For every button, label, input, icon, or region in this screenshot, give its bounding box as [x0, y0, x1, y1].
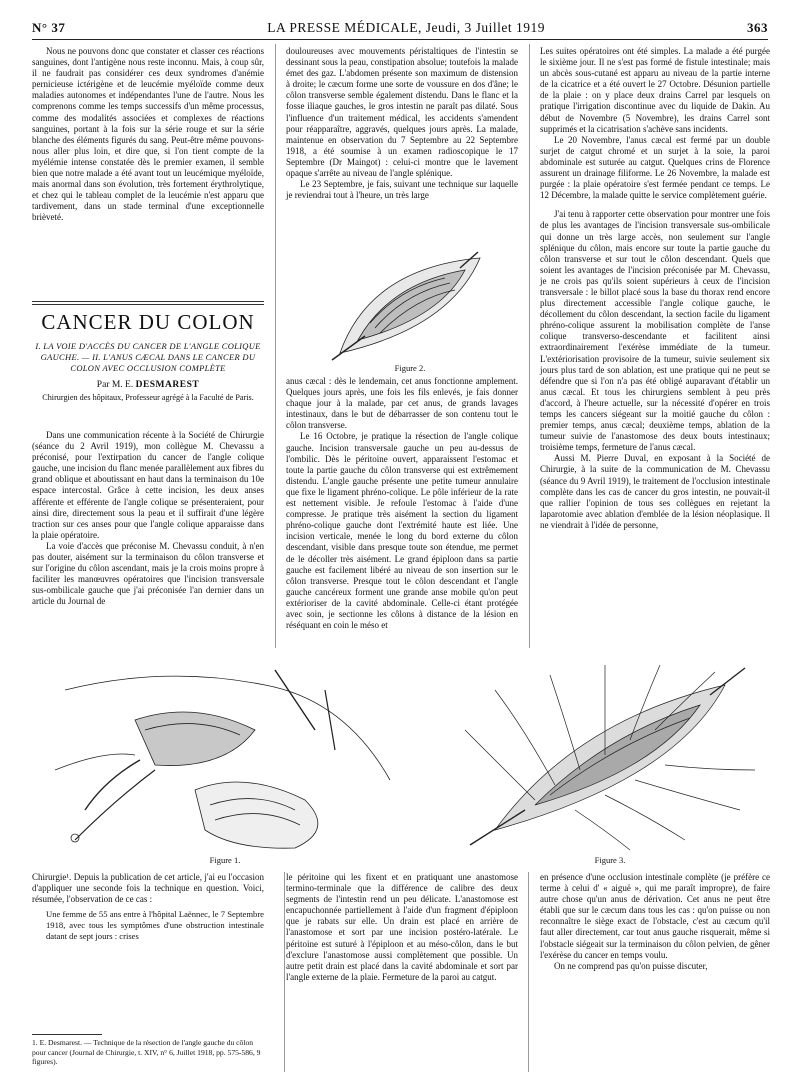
paragraph: Aussi M. Pierre Duval, en exposant à la Société de Chirurgie, à la suite de la communication de M. Chevassu (séance du 9 Avril 1919), le traitement de l'occlusion intestinale complète dans les cas de cancer du gros intestin, ne pouvait-il que rallier l'opinion de tous ses collègues en rejetant la laparotomie avec ablation d'emblée de la lésion néoplasique. Il ne viendrait à l'idée de personne,: [540, 453, 770, 530]
paragraph: douloureuses avec mouvements péristaltiques de l'intestin se dessinant sous la peau, constipation absolue; toutefois la malade émet des gaz. L'abdomen présente son maximum de distension à droite; le cæcum forme une sorte de voussure en dos d'âne; le côlon transverse semble également distendu. Dans le flanc et la fosse iliaque gauches, le gros intestin ne paraît pas dilaté. Sous l'influence d'un traitement médical, les accidents s'amendent pour réapparaître, aggravés, quelques jours après. La malade, maintenue en observation du 7 Septembre au 22 Septembre 1918, a été soumise à un examen radioscopique le 17 Septembre (Dr Maingot) : celui-ci montre que le lavement opaque s'arrête au niveau de l'angle splénique.: [286, 46, 518, 179]
article-separator: [32, 301, 264, 302]
paragraph: J'ai tenu à rapporter cette observation pour montrer une fois de plus les avantages de l'incision transversale sus-ombilicale qui donne un très large accès, non seulement sur l'angle splénique du côlon, mais encore sur toute la partie gauche du côlon transverse et sur tout le côlon descendant. Quels que soient les avantages de l'incision préconisée par M. Chevassu, je ne crois pas qu'ils soient supérieurs à ceux de l'incision transversale : le billot placé sous la base du thorax rend encore plus directement accessible l'angle colique gauche, le décollement du côlon descendant, la section facile du ligament phréno-colique assurent la mobilisation complète de l'anse colique transverso-descendante et facilitent ainsi extraordinairement l'exérèse immédiate de la tumeur. L'extériorisation provisoire de la tumeur, suivie seulement six jours plus tard de son ablation, est une pratique qui ne peut se défendre que si l'on n'a pas été obligé auparavant d'établir un anus cæcal. Et tous les chirurgiens semblent à peu près d'accord, à l'heure actuelle, sur la nécessité d'opérer en trois temps les cancers siégeant sur la moitié gauche du côlon : premier temps, anus cæcal; deuxième temps, ablation de la tumeur suivie de l'anastomose des deux bouts intestinaux; troisième temps, fermeture de l'anus cæcal.: [540, 209, 770, 453]
column-divider: [529, 44, 530, 648]
column-1-body: [32, 430, 264, 608]
paragraph: en présence d'une occlusion intestinale complète (je préfère ce terme à celui d' « aiguë », qui me paraît impropre), de faire autre chose qu'un anus de dérivation. Cet anus ne peut être établi que sur le cæcum dans tous les cas : qu'on puisse ou non reconnaître le siège exact de l'obstacle, c'est au cæcum qu'il faut aller directement, car tout anus gauche risquerait, même si l'obstacle siégeait sur la terminaison du côlon pelvien, de gêner l'exérèse du cancer en temps voulu.: [540, 872, 770, 960]
figure-1-caption: Figure 1.: [209, 855, 241, 865]
article-heading: [32, 310, 264, 403]
figure-2-caption: Figure 2.: [394, 363, 426, 373]
column-divider: [284, 872, 285, 1072]
paragraph: Les suites opératoires ont été simples. La malade a été purgée le sixième jour. Il ne s'est pas formé de fistule intestinale; mais un abcès sous-cutané est apparu au niveau de la partie interne de la cicatrice et a été ouvert le 27 Octobre. Désunion partielle de la plaie : on y place deux drains Carrel par lesquels on pratique l'irrigation discontinue avec du liquide de Dakin. Au début de Novembre (5 Novembre), les drains Carrel sont supprimés et la cicatrisation s'achève sans incidents.: [540, 46, 770, 134]
paragraph: On ne comprend pas qu'on puisse discuter,: [554, 960, 708, 971]
paragraph: anus cæcal : dès le lendemain, cet anus fonctionne amplement. Quelques jours après, une fois les fils enlevés, je fais donner chaque jour à la malade, par cet anus, de grands lavages intestinaux, dans le but de débarrasser de son contenu tout le côlon transverse.: [286, 376, 518, 431]
paragraph: La voie d'accès que préconise M. Chevassu conduit, à n'en pas douter, aisément sur la terminaison du côlon transverse et sur l'origine du côlon ascendant, mais je la crois moins propre à faciliter les manœuvres opératoires que l'incision transversale sus-ombilicale gauche que j'ai préconisée l'an dernier dans un article du Journal de: [32, 540, 264, 607]
column-1-bottom: [32, 872, 264, 943]
author-affiliation: Chirurgien des hôpitaux, Professeur agrégé à la Faculté de Paris.: [42, 393, 254, 402]
paragraph: Le 23 Septembre, je fais, suivant une technique sur laquelle je reviendrai tout à l'heure, un très large: [286, 179, 518, 201]
column-divider: [528, 872, 529, 1072]
figure-3-caption: Figure 3.: [594, 855, 626, 865]
issue-number: N° 37: [32, 20, 66, 35]
footnote-text: 1. E. Desmarest. — Technique de la résection de l'angle gauche du côlon pour cancer (Journal de Chirurgie, t. XIV, n° 6, Juillet 1918, pp. 575-586, 9 figures).: [32, 1038, 261, 1066]
column-3-body: [540, 46, 770, 531]
paragraph: le péritoine qui les fixent et en pratiquant une anastomose termino-terminale que la différence de calibre des deux segments de l'intestin rend un peu délicate. L'anastomose est encapuchonnée partiellement à l'aide d'un fragment d'épiploon que je rabats sur elle. Un drain est placé en arrière de l'anastomose et sort par une incision postéro-latérale. Le péritoine est suturé à l'épiploon et au méso-côlon, dans le but d'exclure l'anastomose aussi complètement que possible. Un autre petit drain est placé dans la cavité abdominale et sort par l'angle externe de la plaie. Fermeture de la paroi au catgut.: [286, 872, 518, 982]
figure-1-illustration: [45, 660, 405, 852]
paragraph: Dans une communication récente à la Société de Chirurgie (séance du 2 Avril 1919), mon collègue M. Chevassu a préconisé, pour l'extirpation du cancer de l'angle colique gauche, une incision du flanc menée parallèlement aux fibres du grand oblique et aboutissant en haut dans la terminaison du 10e espace intercostal. Grâce à cette incision, les deux anses afférente et efférente de l'angle colique se présenteraient, pour ainsi dire, directement sous la peau et il suffirait d'une légère traction sur ces anses pour que l'angle colique apparaisse dans la plaie opératoire.: [32, 430, 264, 540]
column-2-body: [286, 376, 518, 631]
column-3-bottom: [540, 872, 770, 972]
article-subtitle: I. LA VOIE D'ACCÈS DU CANCER DE L'ANGLE COLIQUE GAUCHE. — II. L'ANUS CÆCAL DANS LE CANCER DU COLON AVEC OCCLUSION COMPLÈTE: [35, 341, 261, 373]
column-1-top: [32, 46, 264, 224]
article-separator: [32, 304, 264, 305]
paragraph: Le 20 Novembre, l'anus cæcal est fermé par un double surjet de catgut chromé et un surjet à la soie, la paroi abdominale est suturée au catgut. Quelques crins de Florence assurent un drainage filiforme. Le 26 Novembre, la malade est purgée : la plaie opératoire s'est fermée pendant ce temps. Le 12 Décembre, la malade quitte le service complètement guérie.: [540, 134, 770, 201]
author-name: DESMAREST: [135, 380, 200, 390]
column-divider: [275, 44, 276, 648]
case-report: Une femme de 55 ans entre à l'hôpital Laënnec, le 7 Septembre 1918, avec tous les symptômes d'une obstruction intestinale datant de sept jours : crises: [46, 909, 264, 942]
footnote-rule: [32, 1034, 102, 1035]
paragraph: Le 16 Octobre, je pratique la résection de l'angle colique gauche. Incision transversale gauche un peu au-dessus de l'ombilic. Dès le péritoine ouvert, apparaissent l'estomac et toute la partie gauche du côlon transverse qui est extrêmement distendu. L'angle gauche présente une petite tumeur annulaire que fixe le ligament phréno-colique. Le pôle inférieur de la rate est nettement visible. Je refoule l'estomac à l'aide d'une compresse. Je pratique très aisément la section du ligament phréno-colique gauche dont l'extrémité haute est liée. Une incision verticale, menée le long du bord externe du côlon descendant, visible dans presque toute son étendue, me permet de le décoller très aisément. Le grand épiploon dans sa partie gauche est facilement libéré au niveau de son insertion sur le côlon transverse. Presque tout le côlon descendant et l'angle gauche cancéreux forment une grande anse mobile qu'on peut extérioriser de la cavité abdominale. Celle-ci étant protégée avec soin, je sectionne les côlons à distance de la lésion en réséquant en coin le méso et: [286, 431, 518, 631]
paragraph: Chirurgie¹. Depuis la publication de cet article, j'ai eu l'occasion d'appliquer une seconde fois la technique en question. Voici, résumée, l'observation de ce cas :: [32, 872, 264, 905]
figure-2-illustration: [330, 248, 490, 363]
column-2-bottom: [286, 872, 518, 983]
article-title: CANCER DU COLON: [41, 310, 255, 334]
page-header: [32, 16, 768, 40]
footnote: [32, 1034, 264, 1067]
column-2-top: [286, 46, 518, 201]
page-number: 363: [746, 20, 768, 35]
figure-3-illustration: [455, 660, 765, 852]
article-author: Par M. E. DESMAREST: [96, 380, 200, 390]
journal-title: LA PRESSE MÉDICALE, Jeudi, 3 Juillet 1919: [267, 20, 546, 35]
paragraph: Nous ne pouvons donc que constater et classer ces réactions sanguines, dont l'antigène nous reste inconnu. Mais, à coup sûr, il ne faudrait pas considérer ces deux syndromes d'anémie pernicieuse ictérigène et de leucémie myéloïde comme deux maladies autonomes et indépendantes l'une de l'autre. Nous les comprenons comme les temps successifs d'un même processus, comme des modalités associées et complexes de réactions sanguines, portant à la fois sur la série rouge et sur la série blanche des éléments figurés du sang. Peut-être même pouvons-nous aller plus loin, et dire que, si l'on tient compte de la myélémie intense constatée dès le premier examen, il semble bien que notre malade a été avant tout un leucémique myéloïde, mais anormal dans son évolution, très fortement érythrolytique, et chez qui le tableau complet de la leucémie n'est apparu que tardivement, dans un stade terminal d'une exceptionnelle brièveté.: [32, 46, 264, 223]
